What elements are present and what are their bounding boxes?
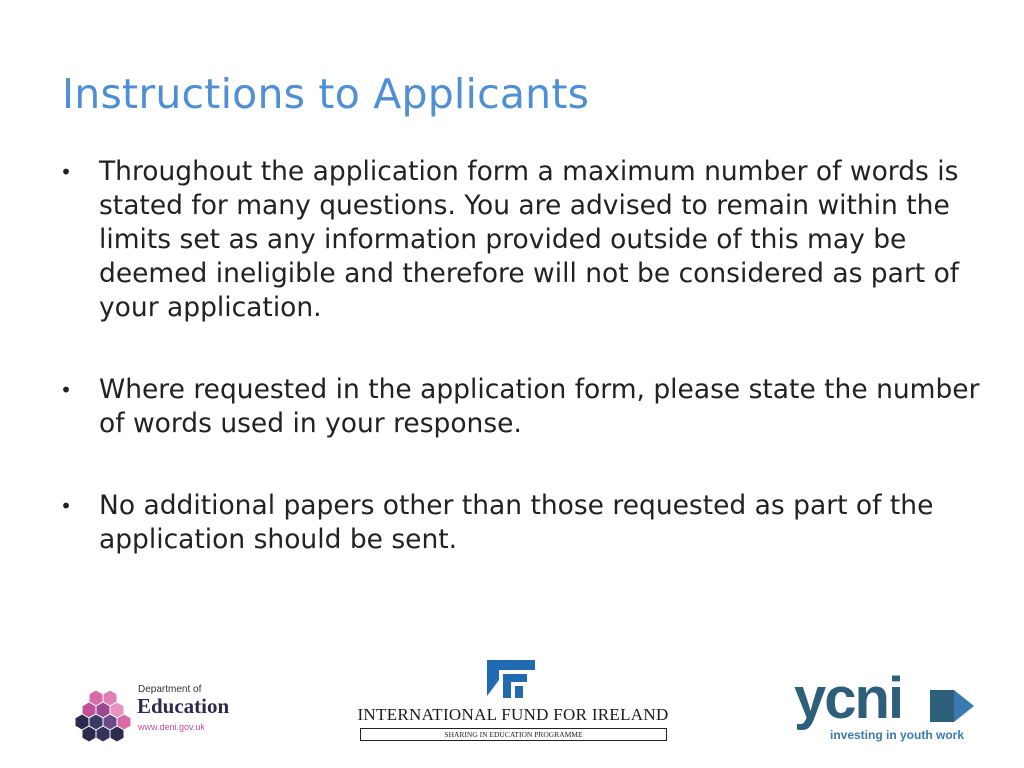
ycni-wordmark: ycni bbox=[794, 666, 903, 731]
play-arrow-icon bbox=[930, 686, 976, 726]
hexagon-cluster-logo-icon bbox=[74, 688, 132, 748]
bullet-item bbox=[56, 489, 986, 557]
ifi-programme-label: SHARING IN EDUCATION PROGRAMME bbox=[360, 728, 667, 741]
deni-dept-label: Department of bbox=[138, 684, 202, 695]
ycni-logo bbox=[794, 666, 984, 746]
bullet-text: No additional papers other than those requested as part of the application should be sent. bbox=[99, 490, 934, 555]
bullet-item bbox=[56, 373, 986, 441]
ycni-tagline: investing in youth work bbox=[830, 728, 965, 742]
department-of-education-logo bbox=[74, 682, 244, 752]
ifi-name-label: INTERNATIONAL FUND FOR IRELAND bbox=[357, 705, 669, 724]
bullet-list bbox=[56, 155, 986, 605]
bullet-text: Where requested in the application form, please state the number of words used in your response. bbox=[99, 374, 980, 439]
deni-name-label: Education bbox=[137, 694, 230, 718]
bullet-marker: • bbox=[60, 160, 72, 184]
bullet-item bbox=[56, 155, 986, 325]
bullet-text: Throughout the application form a maximum number of words is stated for many questions. You are advised to remain within the limits set as any information provided outside of this may be deemed ineligible and therefore will not be considered as part of your application. bbox=[99, 156, 960, 323]
slide-title: Instructions to Applicants bbox=[62, 70, 590, 118]
ifi-emblem-icon bbox=[485, 658, 537, 700]
deni-url-label: www.deni.gov.uk bbox=[138, 722, 205, 732]
bullet-marker: • bbox=[60, 378, 72, 402]
bullet-marker: • bbox=[60, 494, 72, 518]
international-fund-for-ireland-logo bbox=[357, 658, 669, 744]
